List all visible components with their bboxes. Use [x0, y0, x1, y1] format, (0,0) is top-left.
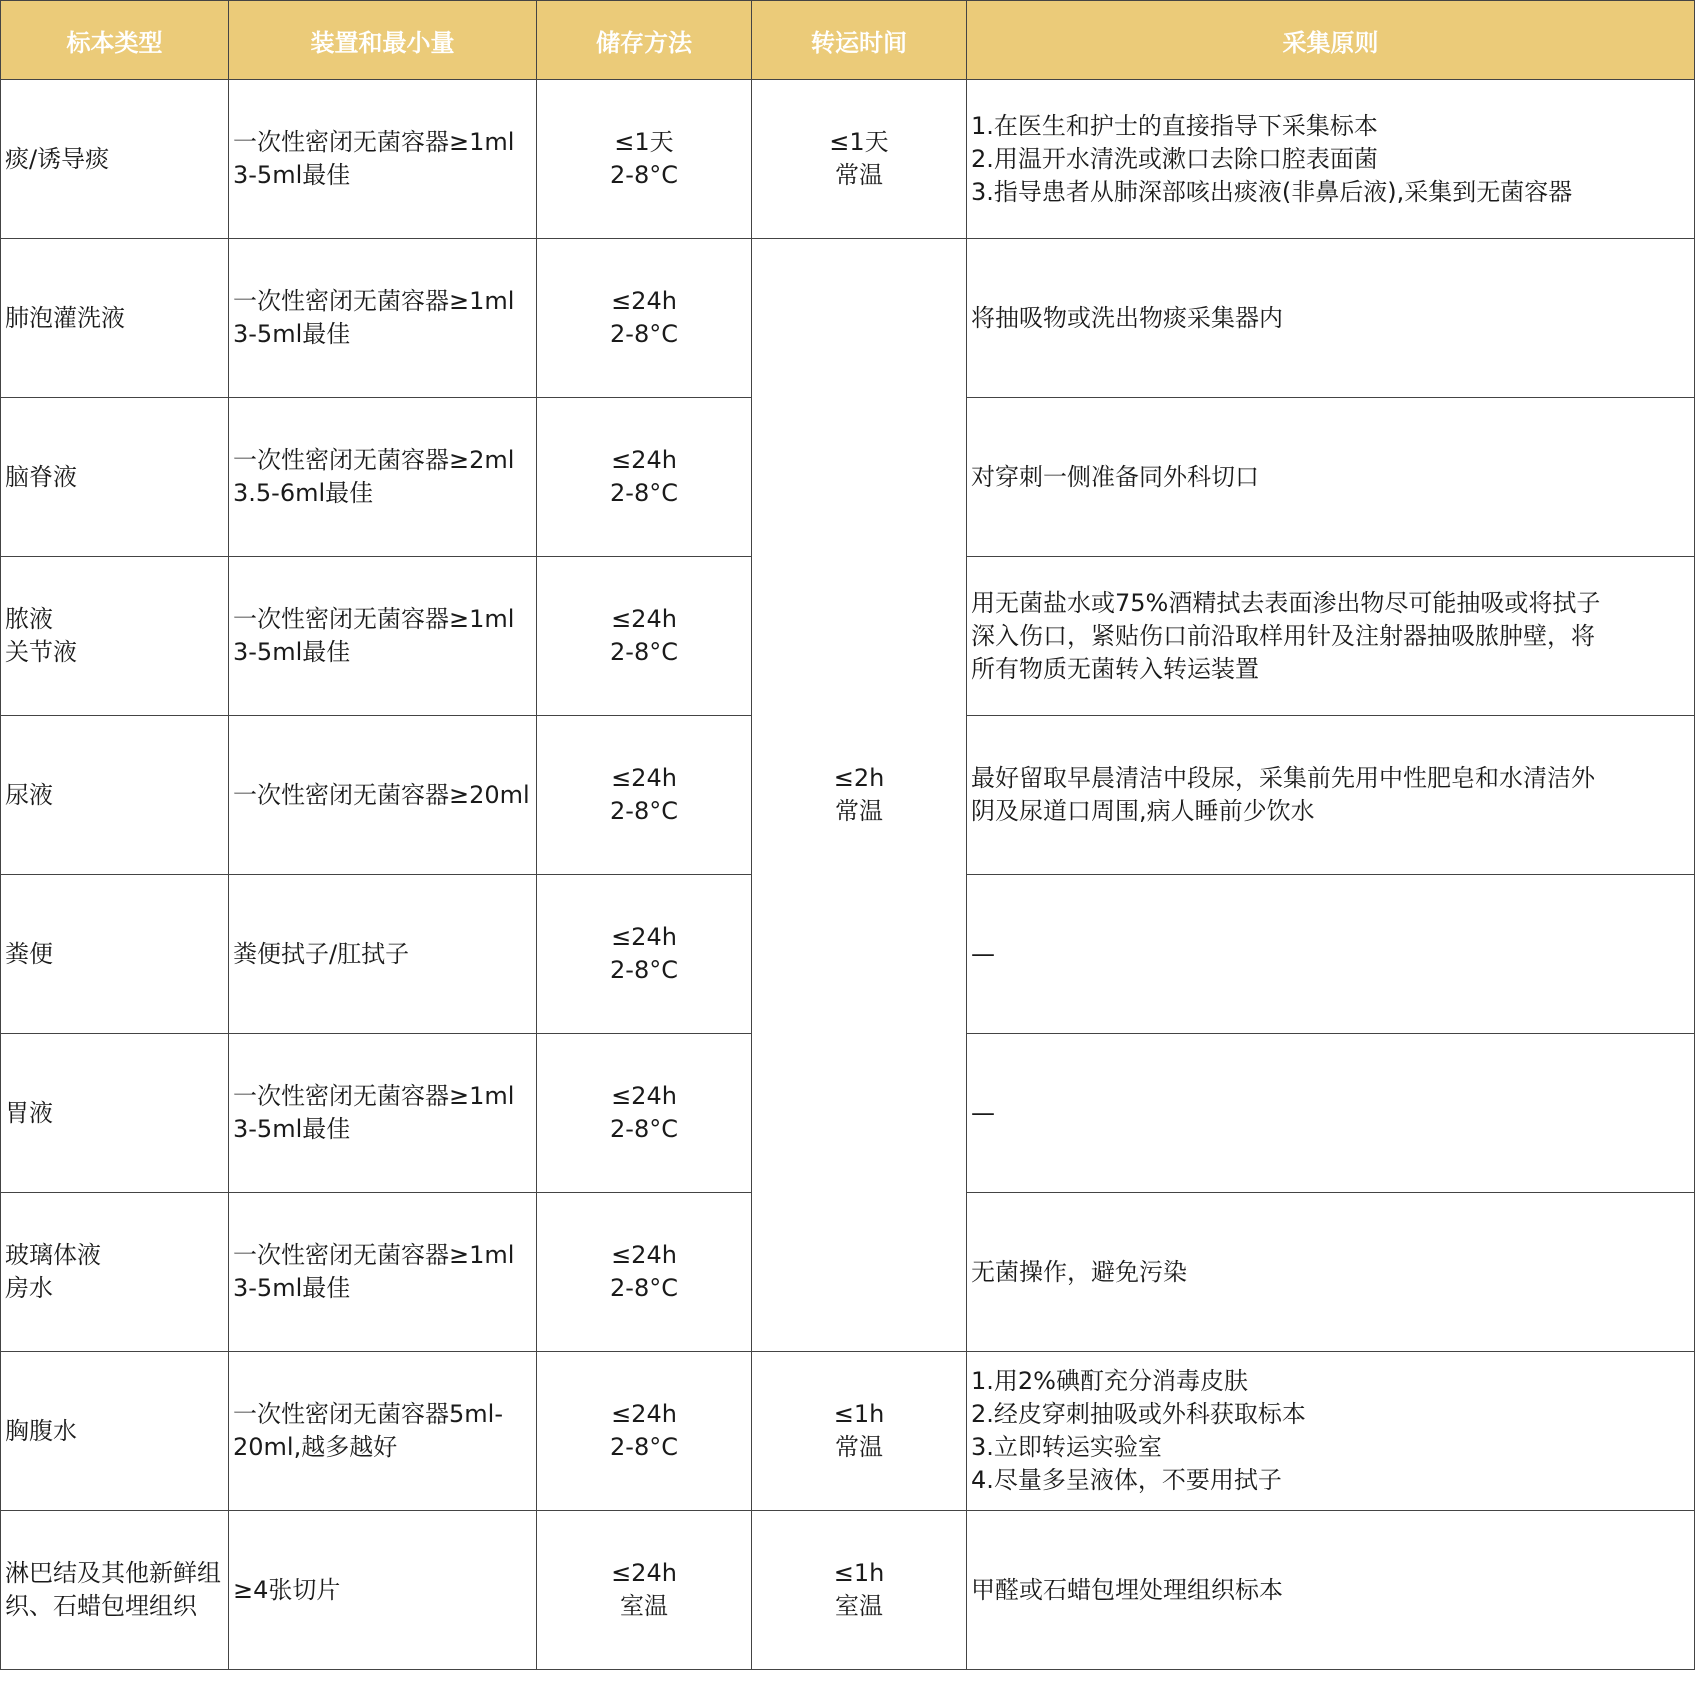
principle-text: 无菌操作，避免污染	[971, 1257, 1187, 1286]
transport-time-text: ≤2h	[833, 764, 885, 792]
principle-text: 2.经皮穿刺抽吸或外科获取标本	[971, 1400, 1306, 1428]
specimen-type-text: 脓液	[5, 605, 53, 633]
specimen-type-text: 织、石蜡包埋组织	[5, 1592, 197, 1620]
principle-text: 3.指导患者从肺深部咳出痰液(非鼻后液),采集到无菌容器	[971, 177, 1573, 206]
device-cell	[229, 398, 537, 557]
storage-temp-text: 2-8°C	[610, 797, 678, 825]
transport-temp-text: 常温	[835, 797, 883, 825]
storage-temp-text: 2-8°C	[610, 479, 678, 507]
principle-text: 用无菌盐水或75%酒精拭去表面渗出物尽可能抽吸或将拭子	[971, 588, 1601, 617]
principle-cell	[967, 875, 1695, 1034]
specimen-type-cell	[1, 557, 229, 716]
device-cell	[229, 1352, 537, 1511]
transport-time-text: ≤1h	[833, 1559, 885, 1587]
specimen-type-text: 胸腹水	[5, 1416, 77, 1445]
header-transport-time: 转运时间	[752, 1, 967, 80]
specimen-type-cell	[1, 875, 229, 1034]
principle-text: 4.尽量多呈液体，不要用拭子	[971, 1466, 1282, 1494]
principle-cell	[967, 1352, 1695, 1511]
device-text: 一次性密闭无菌容器≥1ml	[233, 128, 515, 156]
header-storage-method: 储存方法	[537, 1, 752, 80]
transport-time-text: ≤1天	[829, 128, 889, 156]
storage-temp-text: 2-8°C	[610, 1433, 678, 1461]
specimen-type-cell	[1, 80, 229, 239]
principle-text: 对穿刺一侧准备同外科切口	[971, 462, 1259, 491]
specimen-type-text: 胃液	[5, 1098, 53, 1127]
specimen-type-text: 房水	[5, 1274, 53, 1302]
principle-text: 3.立即转运实验室	[971, 1433, 1162, 1461]
transport-temp-text: 常温	[835, 1433, 883, 1461]
device-text: 一次性密闭无菌容器≥2ml	[233, 446, 515, 474]
device-text: 一次性密闭无菌容器≥1ml	[233, 1082, 515, 1110]
principle-text: 阴及尿道口周围,病人睡前少饮水	[971, 797, 1315, 825]
transport-time-text: ≤1h	[833, 1400, 885, 1428]
storage-temp-text: 2-8°C	[610, 161, 678, 189]
table-row	[1, 239, 1695, 398]
device-text: 3-5ml最佳	[233, 1115, 351, 1143]
specimen-type-text: 关节液	[5, 638, 77, 666]
transport-cell-merged	[752, 239, 967, 1352]
specimen-type-text: 粪便	[5, 939, 53, 968]
storage-temp-text: 室温	[620, 1592, 668, 1620]
device-text: 3-5ml最佳	[233, 161, 351, 189]
transport-cell	[752, 1511, 967, 1670]
device-text: 3-5ml最佳	[233, 638, 351, 666]
specimen-type-text: 玻璃体液	[5, 1241, 101, 1269]
storage-time-text: ≤24h	[611, 605, 677, 633]
storage-cell	[537, 1352, 752, 1511]
storage-time-text: ≤24h	[611, 446, 677, 474]
principle-text: 最好留取早晨清洁中段尿，采集前先用中性肥皂和水清洁外	[971, 764, 1595, 792]
principle-text: 深入伤口，紧贴伤口前沿取样用针及注射器抽吸脓肿壁，将	[971, 621, 1595, 650]
principle-cell	[967, 557, 1695, 716]
device-cell	[229, 1034, 537, 1193]
device-cell	[229, 239, 537, 398]
principle-cell	[967, 1511, 1695, 1670]
storage-cell	[537, 1511, 752, 1670]
device-text: 一次性密闭无菌容器≥20ml	[233, 780, 530, 809]
storage-temp-text: 2-8°C	[610, 320, 678, 348]
storage-cell	[537, 716, 752, 875]
principle-cell	[967, 1193, 1695, 1352]
specimen-type-cell	[1, 1511, 229, 1670]
principle-text: 将抽吸物或洗出物痰采集器内	[971, 303, 1283, 332]
storage-time-text: ≤24h	[611, 287, 677, 315]
principle-text: 2.用温开水清洗或漱口去除口腔表面菌	[971, 144, 1378, 173]
principle-text: 1.在医生和护士的直接指导下采集标本	[971, 111, 1378, 140]
storage-time-text: ≤24h	[611, 1241, 677, 1269]
storage-time-text: ≤24h	[611, 1082, 677, 1110]
header-device-min-volume: 装置和最小量	[229, 1, 537, 80]
principle-cell	[967, 239, 1695, 398]
device-text: 20ml,越多越好	[233, 1433, 398, 1461]
transport-cell	[752, 1352, 967, 1511]
principle-text: —	[971, 939, 995, 968]
specimen-type-text: 痰/诱导痰	[5, 144, 110, 173]
specimen-type-cell	[1, 398, 229, 557]
principle-cell	[967, 398, 1695, 557]
table-row	[1, 1511, 1695, 1670]
principle-text: 甲醛或石蜡包埋处理组织标本	[971, 1575, 1283, 1604]
storage-temp-text: 2-8°C	[610, 638, 678, 666]
table-row	[1, 1352, 1695, 1511]
device-text: 一次性密闭无菌容器≥1ml	[233, 287, 515, 315]
storage-temp-text: 2-8°C	[610, 956, 678, 984]
storage-cell	[537, 239, 752, 398]
principle-cell	[967, 716, 1695, 875]
storage-time-text: ≤24h	[611, 1559, 677, 1587]
device-text: 一次性密闭无菌容器5ml-	[233, 1400, 503, 1428]
device-cell	[229, 1511, 537, 1670]
principle-text: —	[971, 1098, 995, 1127]
specimen-type-text: 淋巴结及其他新鲜组	[5, 1559, 221, 1587]
storage-time-text: ≤24h	[611, 764, 677, 792]
header-specimen-type: 标本类型	[1, 1, 229, 80]
device-cell	[229, 557, 537, 716]
device-cell	[229, 80, 537, 239]
table-row	[1, 80, 1695, 239]
device-text: ≥4张切片	[233, 1575, 341, 1604]
storage-cell	[537, 398, 752, 557]
principle-text: 所有物质无菌转入转运装置	[971, 654, 1259, 683]
storage-cell	[537, 875, 752, 1034]
device-text: 一次性密闭无菌容器≥1ml	[233, 605, 515, 633]
storage-cell	[537, 557, 752, 716]
specimen-type-cell	[1, 239, 229, 398]
specimen-type-cell	[1, 1352, 229, 1511]
device-text: 3-5ml最佳	[233, 320, 351, 348]
device-text: 3.5-6ml最佳	[233, 479, 374, 507]
transport-temp-text: 常温	[835, 161, 883, 189]
storage-temp-text: 2-8°C	[610, 1274, 678, 1302]
device-text: 粪便拭子/肛拭子	[233, 939, 410, 968]
storage-cell	[537, 1193, 752, 1352]
specimen-type-text: 脑脊液	[5, 462, 77, 491]
storage-temp-text: 2-8°C	[610, 1115, 678, 1143]
device-text: 3-5ml最佳	[233, 1274, 351, 1302]
specimen-type-cell	[1, 716, 229, 875]
transport-temp-text: 室温	[835, 1592, 883, 1620]
header-row	[1, 1, 1695, 80]
device-text: 一次性密闭无菌容器≥1ml	[233, 1241, 515, 1269]
device-cell	[229, 875, 537, 1034]
storage-time-text: ≤1天	[614, 128, 674, 156]
specimen-type-cell	[1, 1193, 229, 1352]
principle-text: 1.用2%碘酊充分消毒皮肤	[971, 1367, 1248, 1395]
specimen-type-text: 肺泡灌洗液	[5, 303, 125, 332]
transport-cell	[752, 80, 967, 239]
header-collection-principle: 采集原则	[967, 1, 1695, 80]
storage-time-text: ≤24h	[611, 923, 677, 951]
principle-cell	[967, 80, 1695, 239]
device-cell	[229, 1193, 537, 1352]
specimen-type-text: 尿液	[5, 780, 53, 809]
storage-time-text: ≤24h	[611, 1400, 677, 1428]
storage-cell	[537, 1034, 752, 1193]
storage-cell	[537, 80, 752, 239]
device-cell	[229, 716, 537, 875]
specimen-type-cell	[1, 1034, 229, 1193]
principle-cell	[967, 1034, 1695, 1193]
